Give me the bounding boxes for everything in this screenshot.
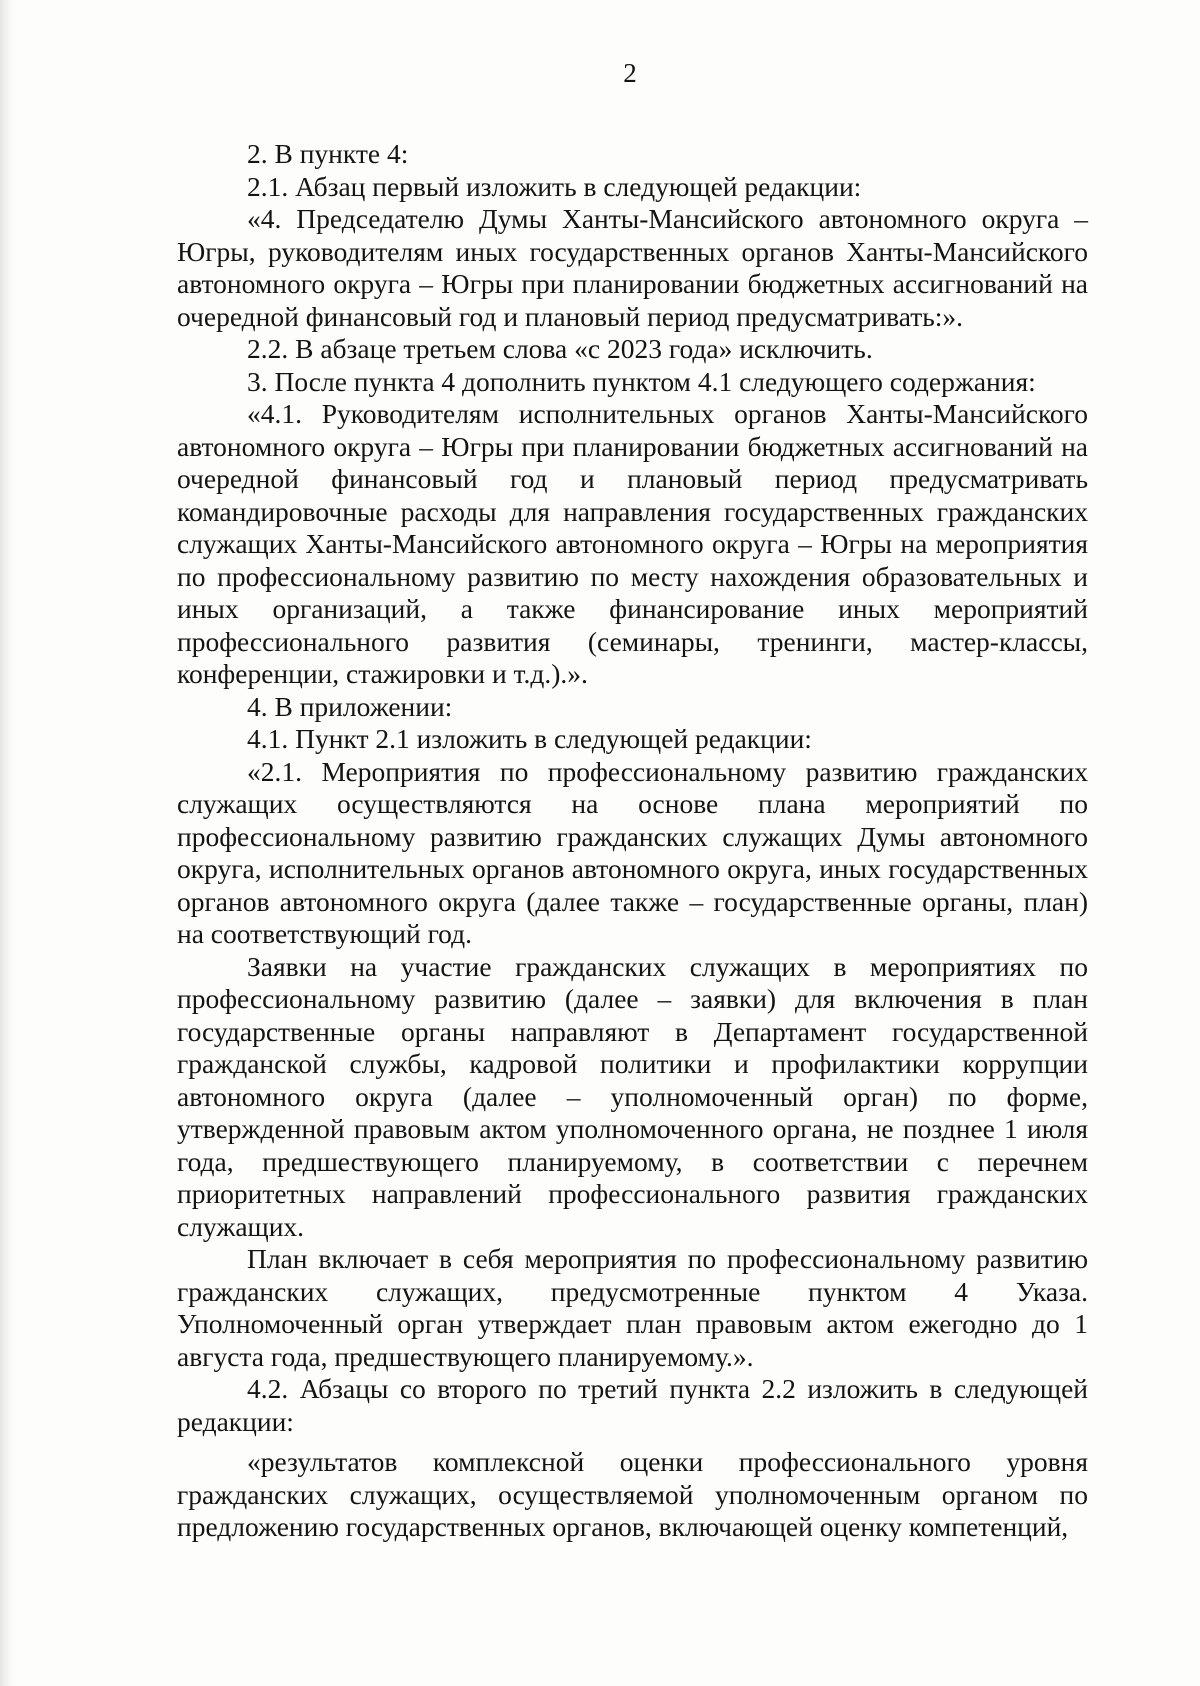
scan-edge-shadow	[0, 0, 14, 1686]
paragraph: 3. После пункта 4 дополнить пунктом 4.1 следующего содержания:	[247, 365, 1036, 397]
document-body	[177, 138, 1088, 1544]
paragraph: 2.1. Абзац первый изложить в следующей редакции:	[247, 170, 862, 202]
paragraph: 4.1. Пункт 2.1 изложить в следующей редакции:	[247, 723, 812, 754]
paragraph: «4. Председателю Думы Ханты-Мансийского автономного округа – Югры, руководителям иных государственных органов Ханты-Мансийского автономного округа – Югры при планировании бюджетных ассигнований на очередной финансовый год и плановый период предусматривать:».	[177, 203, 1088, 332]
paragraph: Заявки на участие гражданских служащих в мероприятиях по профессиональному развитию (далее – заявки) для включения в план государственные органы направляют в Департамент государственной гражданской службы, кадровой политики и профилактики коррупции автономного округа (далее – уполномоченный орган) по форме, утвержденной правовым актом уполномоченного органа, не позднее 1 июля года, предшествующего планируемому, в соответствии с перечнем приоритетных направлений профессионального развития гражданских служащих.	[177, 950, 1088, 1242]
paragraph: 2. В пункте 4:	[247, 138, 409, 169]
paragraph: План включает в себя мероприятия по профессиональному развитию гражданских служащих, предусмотренные пунктом 4 Указа. Уполномоченный орган утверждает план правовым актом ежегодно до 1 августа года, предшествующего планируемому.».	[177, 1243, 1088, 1372]
paragraph: «2.1. Мероприятия по профессиональному развитию гражданских служащих осуществляются на основе плана мероприятий по профессиональному развитию гражданских служащих Думы автономного округа, исполнительных органов автономного округа, иных государственных органов автономного округа (далее также – государственные органы, план) на соответствующий год.	[177, 755, 1088, 949]
paragraph: «4.1. Руководителям исполнительных органов Ханты-Мансийского автономного округа – Югры при планировании бюджетных ассигнований на очередной финансовый год и плановый период предусматривать командировочные расходы для направления государственных гражданских служащих Ханты-Мансийского автономного округа – Югры на мероприятия по профессиональному развитию по месту нахождения образовательных и иных организаций, а также финансирование иных мероприятий профессионального развития (семинары, тренинги, мастер-классы, конференции, стажировки и т.д.).».	[177, 398, 1088, 689]
paragraph: «результатов комплексной оценки профессионального уровня гражданских служащих, осуществляемой уполномоченным органом по предложению государственных органов, включающей оценку компетенций,	[177, 1446, 1088, 1542]
paragraph: 4. В приложении:	[247, 690, 453, 722]
paragraph: 2.2. В абзаце третьем слова «с 2023 года» исключить.	[247, 333, 873, 364]
paragraph: 4.2. Абзацы со второго по третий пункта 2.2 изложить в следующей редакции:	[177, 1373, 1088, 1437]
page-number: 2	[623, 58, 637, 88]
